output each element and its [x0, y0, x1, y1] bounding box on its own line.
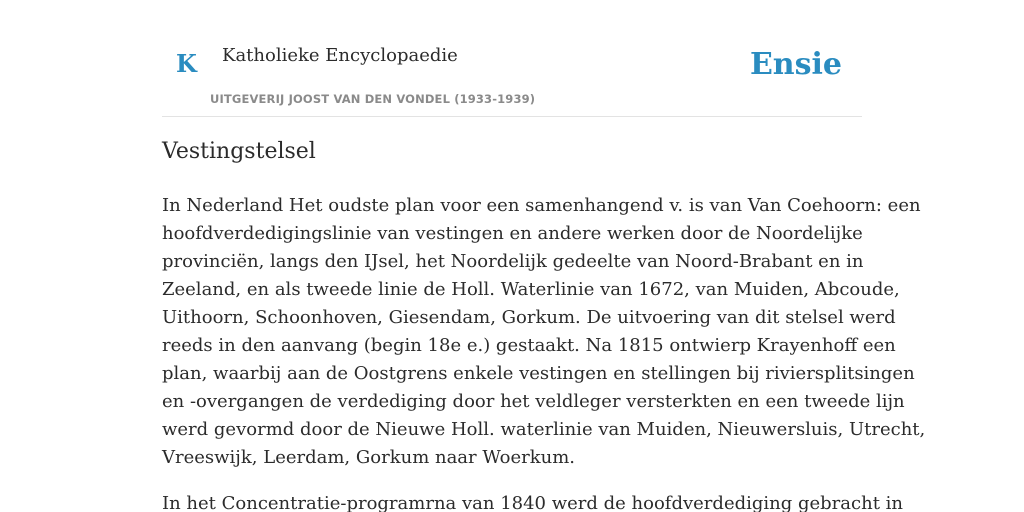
encyclopedia-logo-icon[interactable]: K — [176, 49, 197, 78]
site-header — [162, 0, 862, 117]
article-body — [162, 192, 926, 512]
text-line: Uithoorn, Schoonhoven, Giesendam, Gorkum. De uitvoering van dit stelsel werd — [162, 307, 896, 328]
page-title: Vestingstelsel — [162, 139, 316, 164]
text-line: reeds in den aanvang (begin 18e e.) gestaakt. Na 1815 ontwierp Krayenhoff een — [162, 335, 896, 356]
article-paragraph — [162, 192, 926, 472]
ensie-logo-link[interactable]: Ensie — [749, 47, 842, 82]
text-line: werd gevormd door de Nieuwe Holl. waterlinie van Muiden, Nieuwersluis, Utrecht, — [162, 419, 926, 440]
article-paragraph — [162, 490, 903, 512]
publisher-label: UITGEVERIJ JOOST VAN DEN VONDEL (1933-1939) — [210, 92, 536, 106]
text-line: hoofdverdedigingslinie van vestingen en andere werken door de Noordelijke — [162, 223, 863, 244]
text-line: In het Concentratie-programrna van 1840 werd de hoofdverdediging gebracht in — [162, 493, 903, 512]
book-title-link[interactable]: Katholieke Encyclopaedie — [222, 45, 458, 66]
text-line: provinciën, langs den IJsel, het Noordelijk gedeelte van Noord-Brabant en in — [162, 251, 864, 272]
text-line: Zeeland, en als tweede linie de Holl. Waterlinie van 1672, van Muiden, Abcoude, — [162, 279, 900, 300]
page-container — [162, 0, 926, 512]
text-line: Vreeswijk, Leerdam, Gorkum naar Woerkum. — [162, 447, 576, 468]
text-line: In Nederland Het oudste plan voor een samenhangend v. is van Van Coehoorn: een — [162, 195, 921, 216]
text-line: plan, waarbij aan de Oostgrens enkele vestingen en stellingen bij riviersplitsingen — [162, 363, 915, 384]
text-line: en -overgangen de verdediging door het veldleger versterkten en een tweede lijn — [162, 391, 905, 412]
